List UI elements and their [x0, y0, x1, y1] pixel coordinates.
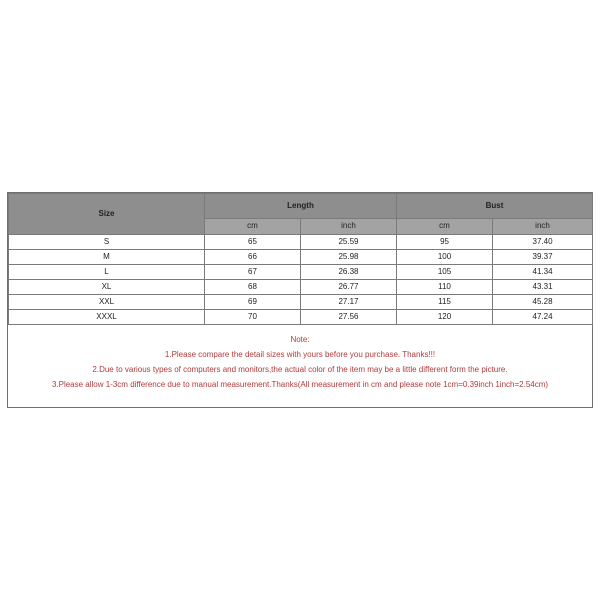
table-row	[9, 235, 593, 250]
bust-inch-cell: 47.24	[493, 310, 593, 325]
bust-inch-header: inch	[493, 218, 593, 234]
size-table	[8, 193, 593, 325]
bust-inch-cell: 45.28	[493, 295, 593, 310]
length-inch-cell: 27.56	[301, 310, 397, 325]
bust-cm-cell: 100	[397, 250, 493, 265]
bust-inch-cell: 37.40	[493, 235, 593, 250]
size-cell: XXXL	[9, 310, 205, 325]
length-cm-cell: 67	[205, 265, 301, 280]
bust-cm-cell: 120	[397, 310, 493, 325]
length-cm-cell: 66	[205, 250, 301, 265]
length-inch-cell: 27.17	[301, 295, 397, 310]
size-cell: XL	[9, 280, 205, 295]
note-line-1: 1.Please compare the detail sizes with yours before you purchase. Thanks!!!	[164, 350, 436, 359]
length-cm-cell: 70	[205, 310, 301, 325]
note-line-3: 3.Please allow 1-3cm difference due to manual measurement.Thanks(All measurement in cm and please note 1cm=0.39inch 1inch=2.54cm)	[51, 380, 549, 389]
size-cell: S	[9, 235, 205, 250]
length-inch-cell: 25.59	[301, 235, 397, 250]
table-row	[9, 295, 593, 310]
bust-cm-header: cm	[397, 218, 493, 234]
size-cell: M	[9, 250, 205, 265]
note-title: Note:	[290, 335, 310, 344]
bust-cm-cell: 105	[397, 265, 493, 280]
length-inch-header: inch	[301, 218, 397, 234]
bust-inch-cell: 43.31	[493, 280, 593, 295]
length-cm-cell: 68	[205, 280, 301, 295]
length-inch-cell: 26.38	[301, 265, 397, 280]
bust-cm-cell: 115	[397, 295, 493, 310]
size-header: Size	[9, 194, 205, 235]
bust-header: Bust	[397, 194, 593, 219]
table-row	[9, 280, 593, 295]
note-section	[8, 325, 592, 392]
length-cm-header: cm	[205, 218, 301, 234]
length-header: Length	[205, 194, 397, 219]
size-cell: L	[9, 265, 205, 280]
length-inch-cell: 26.77	[301, 280, 397, 295]
size-cell: XXL	[9, 295, 205, 310]
bust-inch-cell: 39.37	[493, 250, 593, 265]
length-cm-cell: 65	[205, 235, 301, 250]
bust-cm-cell: 110	[397, 280, 493, 295]
note-line-2: 2.Due to various types of computers and monitors,the actual color of the item may be a little different form the picture.	[92, 365, 508, 374]
table-row	[9, 250, 593, 265]
table-row	[9, 265, 593, 280]
header-row-1	[9, 194, 593, 219]
bust-inch-cell: 41.34	[493, 265, 593, 280]
size-chart	[7, 192, 593, 408]
length-inch-cell: 25.98	[301, 250, 397, 265]
bust-cm-cell: 95	[397, 235, 493, 250]
table-row	[9, 310, 593, 325]
length-cm-cell: 69	[205, 295, 301, 310]
